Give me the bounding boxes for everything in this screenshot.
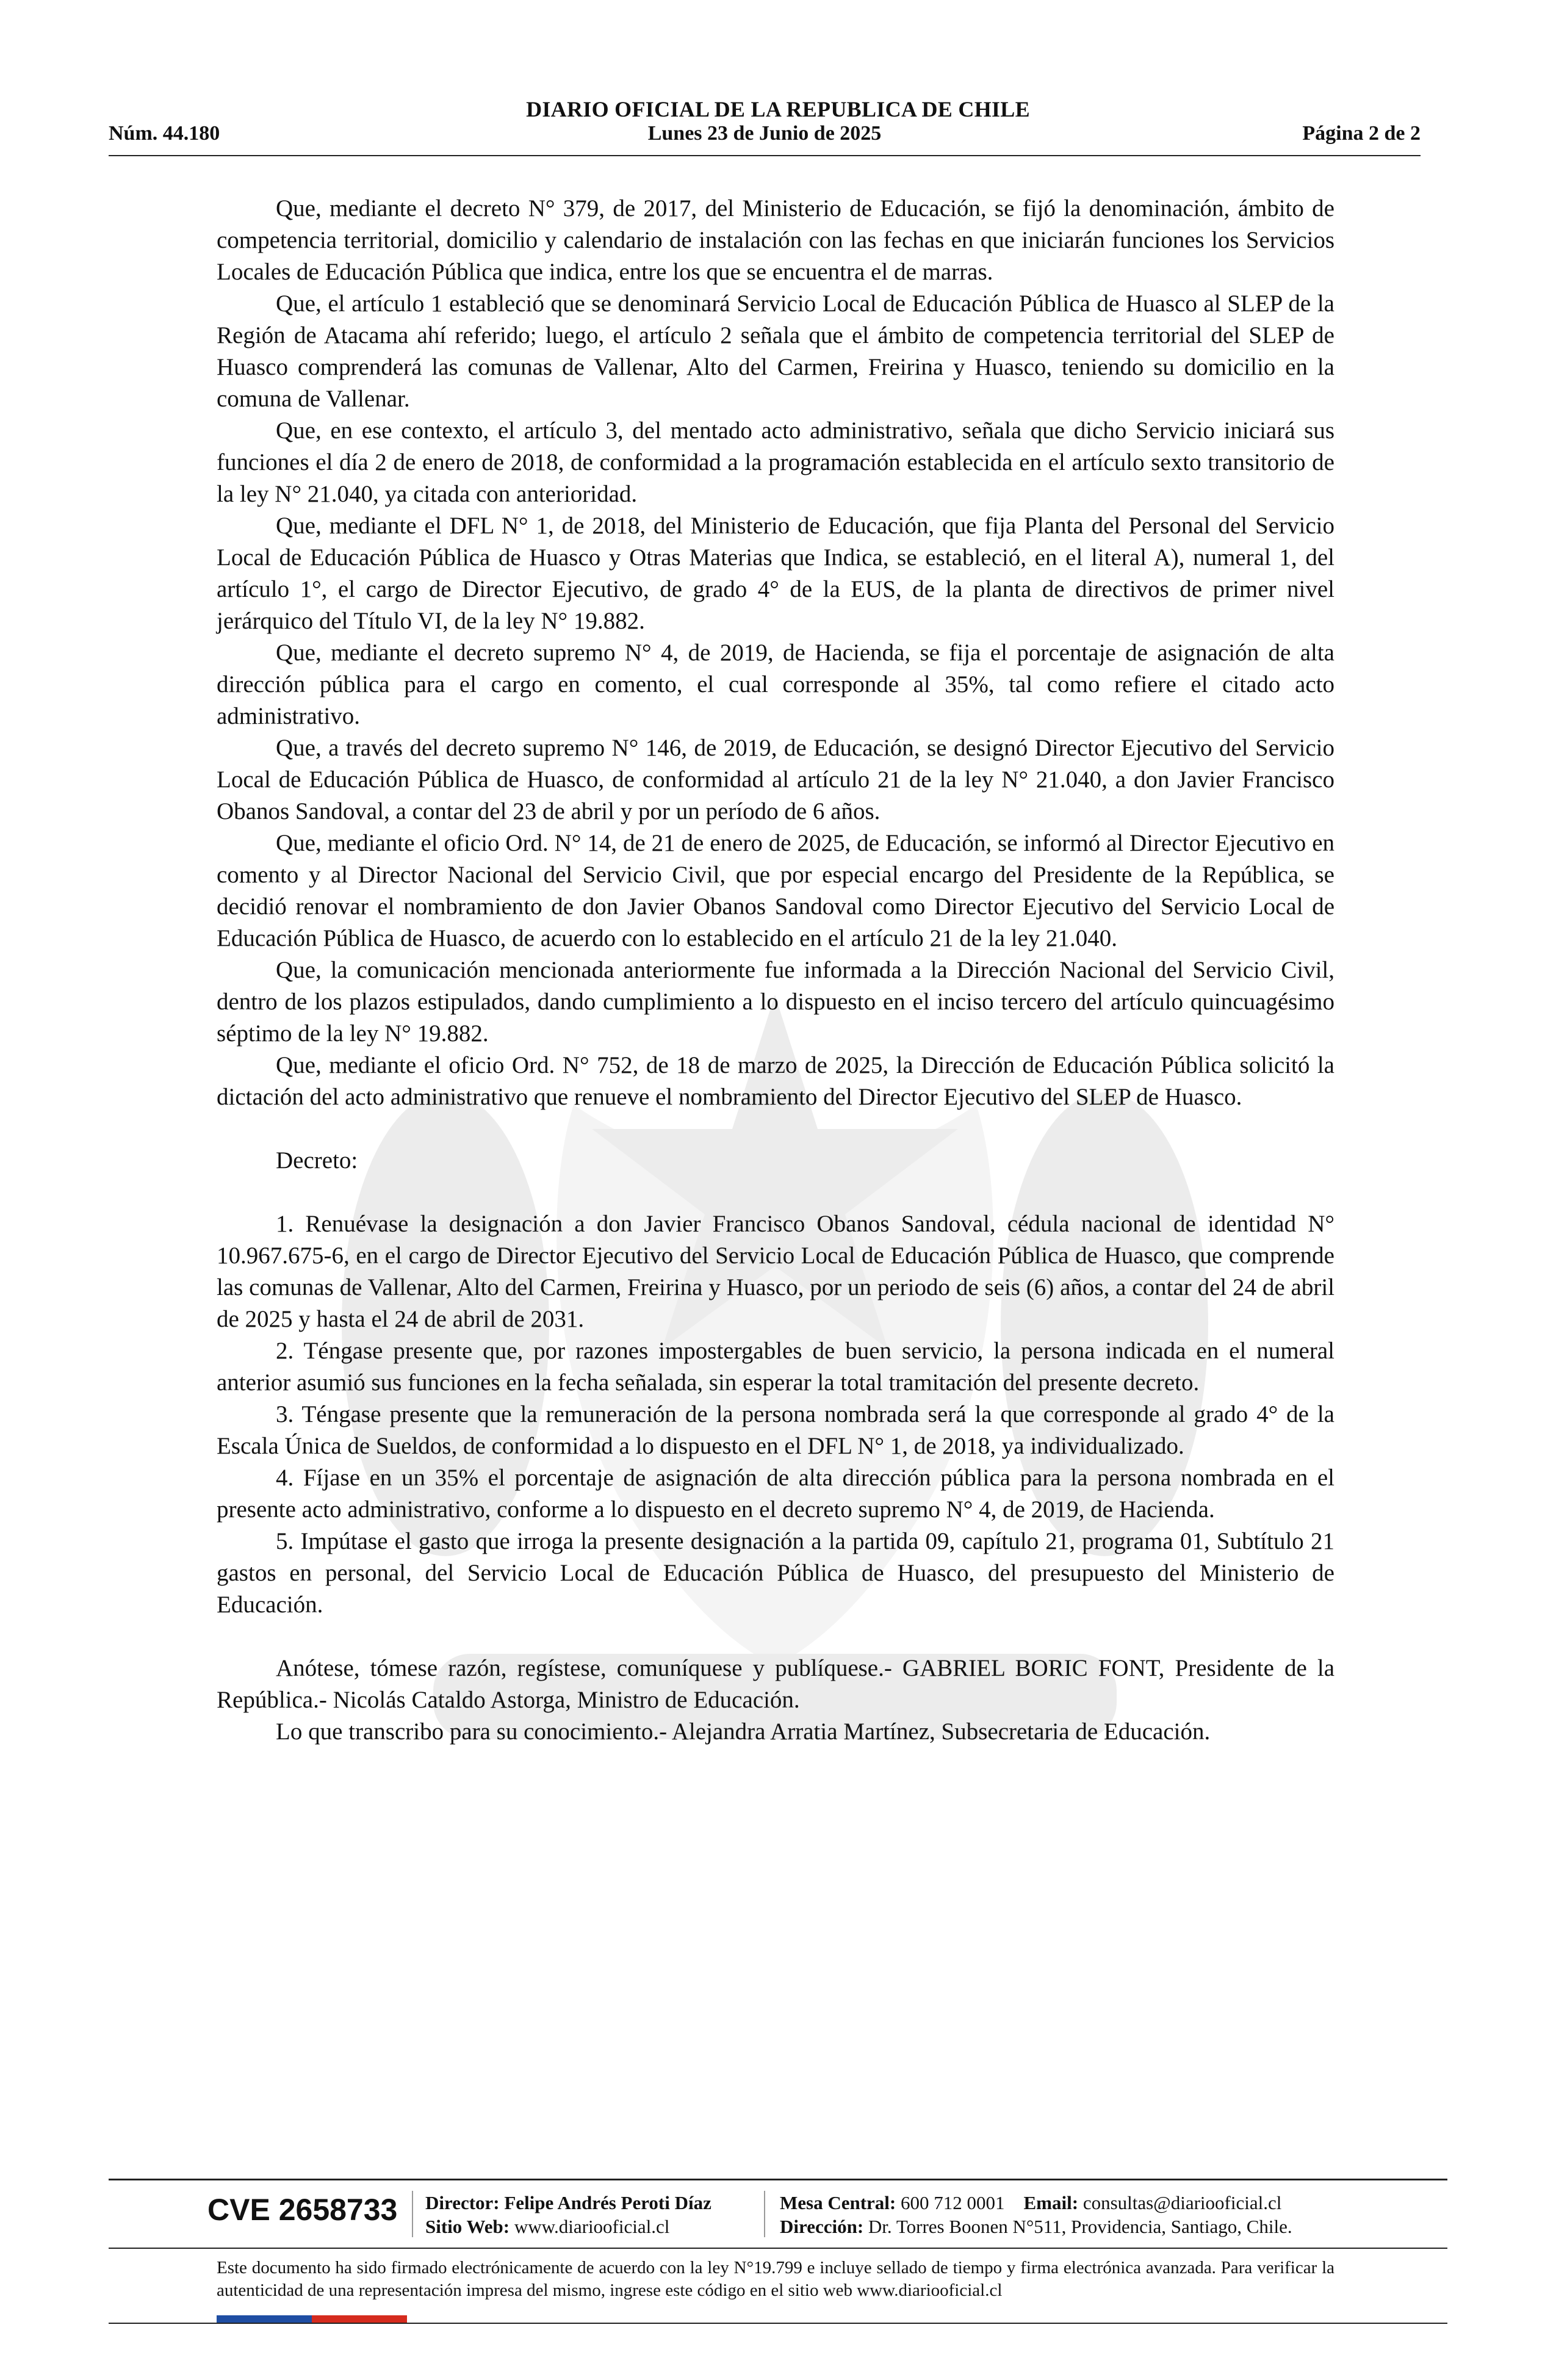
issue-date: Lunes 23 de Junio de 2025: [647, 122, 882, 145]
considerando-paragraph: Que, en ese contexto, el artículo 3, del mentado acto administrativo, señala que dicho Servicio iniciará sus funciones el día 2 de enero de 2018, de conformidad a la programación establecida en el artículo sexto transitorio de la ley N° 21.040, ya citada con anterioridad.: [217, 417, 1334, 507]
considerando-paragraph: Que, mediante el oficio Ord. N° 752, de 18 de marzo de 2025, la Dirección de Educación Pública solicitó la dictación del acto administrativo que renueve el nombramiento del Director Ejecutivo del SLEP de Huasco.: [217, 1052, 1334, 1110]
flag-blue-segment: [217, 2315, 312, 2323]
transcription-note: Lo que transcribo para su conocimiento.- Alejandra Arratia Martínez, Subsecretaria de Educación.: [276, 1718, 1211, 1745]
header-row: [109, 122, 1421, 149]
website-link[interactable]: www.diariooficial.cl: [514, 2216, 670, 2237]
considerando-paragraph: Que, mediante el DFL N° 1, de 2018, del Ministerio de Educación, que fija Planta del Personal del Servicio Local de Educación Pública de Huasco y Otras Materias que Indica, se estableció, en el literal A), numeral 1, del artículo 1°, el cargo de Director Ejecutivo, de grado 4° de la EUS, de la planta de directivos de primer nivel jerárquico del Título VI, de la ley N° 19.882.: [217, 513, 1334, 634]
website-label: Sitio Web:: [425, 2216, 510, 2237]
flag-color-bar: [217, 2315, 407, 2323]
decree-article: 2. Téngase presente que, por razones impostergables de buen servicio, la persona indicada en el numeral anterior asumió sus funciones en la fecha señalada, sin esperar la total tramitación del presente decreto.: [217, 1338, 1334, 1396]
director-label: Director:: [425, 2192, 500, 2213]
document-body: [217, 193, 1334, 1748]
newspaper-title: DIARIO OFICIAL DE LA REPUBLICA DE CHILE: [526, 97, 1030, 121]
cve-code: CVE 2658733: [207, 2193, 398, 2227]
considerando-paragraph: Que, el artículo 1 estableció que se denominará Servicio Local de Educación Pública de Huasco al SLEP de la Región de Atacama ahí referido; luego, el artículo 2 señala que el ámbito de competencia territorial del SLEP de Huasco comprenderá las comunas de Vallenar, Alto del Carmen, Freirina y Huasco, teniendo su domicilio en la comuna de Vallenar.: [217, 290, 1334, 412]
header-divider: [109, 155, 1421, 156]
flag-red-segment: [312, 2315, 407, 2323]
email-label: Email:: [1023, 2192, 1079, 2213]
footer-director-block: [425, 2191, 711, 2238]
decreto-heading: Decreto:: [276, 1147, 358, 1174]
considerando-paragraph: Que, a través del decreto supremo N° 146, de 2019, de Educación, se designó Director Ejecutivo del Servicio Local de Educación Pública de Huasco, de conformidad al artículo 21 de la ley N° 21.040, a don Javier Francisco Obanos Sandoval, a contar del 23 de abril y por un período de 6 años.: [217, 735, 1334, 824]
footer-separator: [412, 2191, 413, 2237]
mesa-central-phone: 600 712 0001: [901, 2192, 1005, 2213]
footer-middle-divider: [109, 2248, 1447, 2249]
considerando-paragraph: Que, mediante el decreto supremo N° 4, de 2019, de Hacienda, se fija el porcentaje de asignación de alta dirección pública para el cargo en comento, el cual corresponde al 35%, tal como refiere el citado acto administrativo.: [217, 640, 1334, 729]
footer-contact-block: [780, 2191, 1292, 2238]
address-label: Dirección:: [780, 2216, 864, 2237]
footer-bottom-divider: [109, 2323, 1447, 2324]
decree-article: 5. Impútase el gasto que irroga la presente designación a la partida 09, capítulo 21, programa 01, Subtítulo 21 gastos en personal, del Servicio Local de Educación Pública de Huasco, del presupuesto del Ministerio de Educación.: [217, 1528, 1334, 1618]
decree-article: 3. Téngase presente que la remuneración de la persona nombrada será la que corresponde al grado 4° de la Escala Única de Sueldos, de conformidad a lo dispuesto en el DFL N° 1, de 2018, ya individualizado.: [217, 1401, 1334, 1459]
footer-separator: [764, 2191, 765, 2237]
closing-formula: Anótese, tómese razón, regístese, comuníquese y publíquese.- GABRIEL BORIC FONT, Presidente de la República.- Nicolás Cataldo Astorga, Ministro de Educación.: [217, 1655, 1334, 1713]
decree-article: 4. Fíjase en un 35% el porcentaje de asignación de alta dirección pública para la persona nombrada en el presente acto administrativo, conforme a lo dispuesto en el decreto supremo N° 4, de 2019, de Hacienda.: [217, 1465, 1334, 1523]
page-number: Página 2 de 2: [1302, 122, 1421, 145]
issue-number: Núm. 44.180: [109, 122, 220, 145]
address-value: Dr. Torres Boonen N°511, Providencia, Santiago, Chile.: [868, 2216, 1292, 2237]
signature-notice: Este documento ha sido firmado electrónicamente de acuerdo con la ley N°19.799 e incluye sellado de tiempo y firma electrónica avanzada. Para verificar la autenticidad de una representación impresa del mismo, ingrese este código en el sitio web www.diariooficial.cl: [217, 2258, 1334, 2300]
email-link[interactable]: consultas@diariooficial.cl: [1082, 2192, 1282, 2213]
considerando-paragraph: Que, la comunicación mencionada anteriormente fue informada a la Dirección Nacional del Servicio Civil, dentro de los plazos estipulados, dando cumplimiento a lo dispuesto en el inciso tercero del artículo quincuagésimo séptimo de la ley N° 19.882.: [217, 957, 1334, 1047]
decree-article: 1. Renuévase la designación a don Javier Francisco Obanos Sandoval, cédula nacional de identidad N° 10.967.675-6, en el cargo de Director Ejecutivo del Servicio Local de Educación Pública de Huasco, que comprende las comunas de Vallenar, Alto del Carmen, Freirina y Huasco, por un periodo de seis (6) años, a contar del 24 de abril de 2025 y hasta el 24 de abril de 2031.: [217, 1211, 1334, 1332]
footer-top-divider: [109, 2179, 1447, 2180]
considerando-paragraph: Que, mediante el decreto N° 379, de 2017, del Ministerio de Educación, se fijó la denominación, ámbito de competencia territorial, domicilio y calendario de instalación con las fechas en que iniciarán funciones los Servicios Locales de Educación Pública que indica, entre los que se encuentra el de marras.: [217, 195, 1334, 285]
considerando-paragraph: Que, mediante el oficio Ord. N° 14, de 21 de enero de 2025, de Educación, se informó al Director Ejecutivo en comento y al Director Nacional del Servicio Civil, que por especial encargo del Presidente de la República, se decidió renovar el nombramiento de don Javier Obanos Sandoval como Director Ejecutivo del Servicio Local de Educación Pública de Huasco, de acuerdo con lo establecido en el artículo 21 de la ley 21.040.: [217, 830, 1334, 951]
mesa-central-label: Mesa Central:: [780, 2192, 896, 2213]
director-name: Felipe Andrés Peroti Díaz: [504, 2192, 711, 2213]
